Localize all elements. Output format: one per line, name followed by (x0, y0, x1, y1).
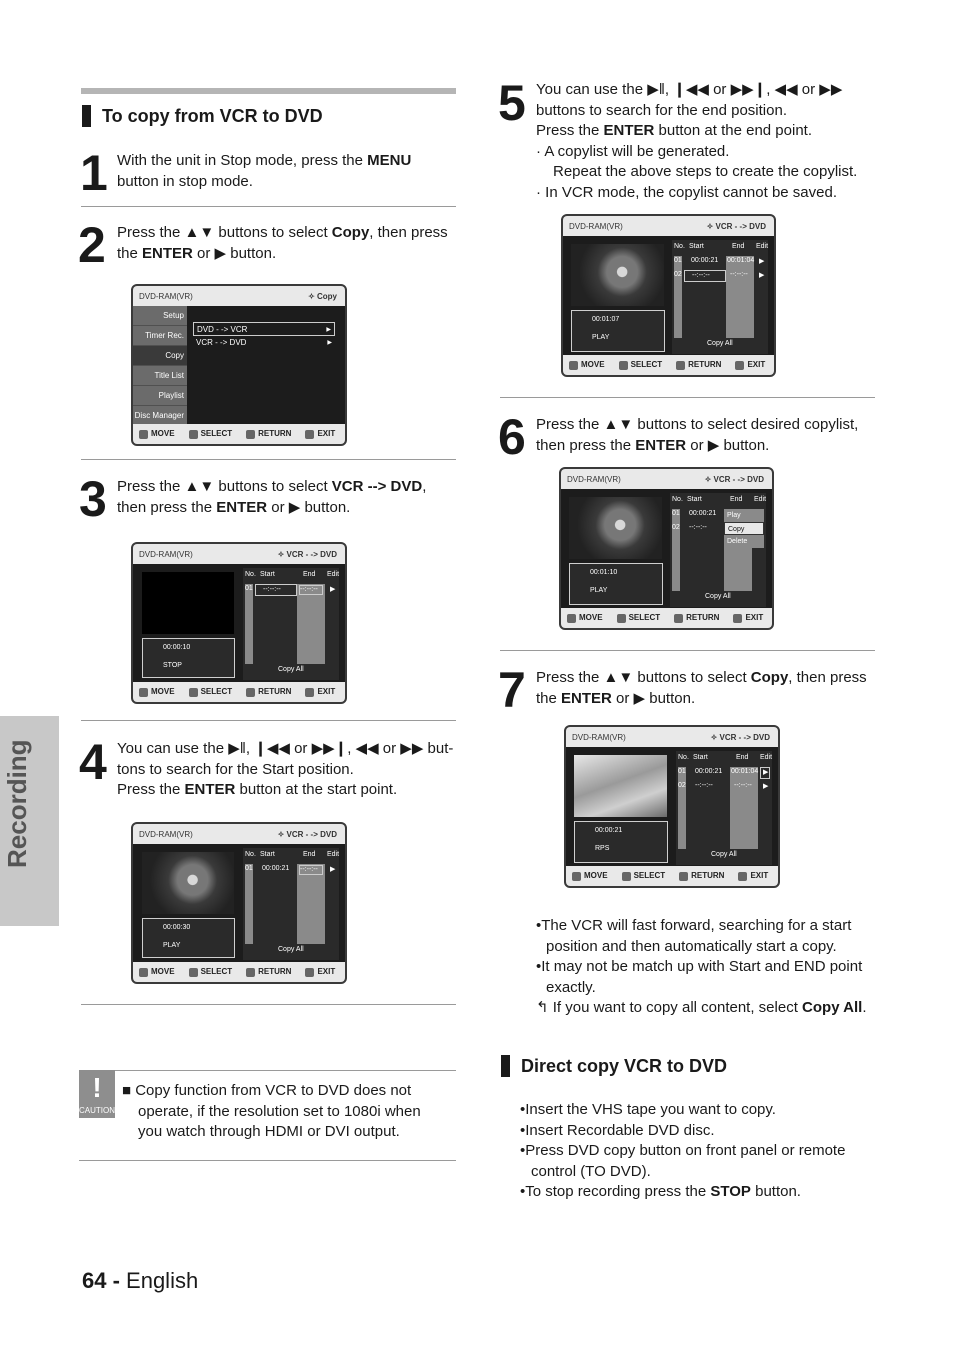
notes-list: •The VCR will fast forward, searching for a start position and then automatically start a copy. •It may not be match up with Start and END point exactly. ↰ If you want to copy all content, select Copy All. (536, 917, 867, 1016)
divider (500, 650, 875, 651)
divider (81, 720, 456, 721)
step2-text: Press the ▲▼ buttons to select Copy, then press the ENTER or ▶ button. (117, 224, 448, 262)
step3-text: Press the ▲▼ buttons to select VCR --> DVD, then press the ENTER or ▶ button. (117, 478, 427, 516)
step-number-3: 3 (79, 471, 104, 527)
step1-text: With the unit in Stop mode, press the MENU button in stop mode. (117, 152, 412, 190)
step-number-6: 6 (498, 409, 523, 465)
menu-playlist[interactable]: Playlist (133, 386, 187, 406)
submenu-vcr-to-dvd[interactable]: VCR - -> DVD ▶ (193, 336, 335, 350)
caution-text: ■ Copy function from VCR to DVD does not operate, if the resolution set to 1080i when you watch through HDMI or DVI output. (122, 1082, 421, 1140)
side-tab: Recording (0, 716, 59, 926)
option-delete[interactable]: Delete (724, 535, 764, 548)
step6-text: Press the ▲▼ buttons to select desired copylist, then press the ENTER or ▶ button. (536, 416, 859, 454)
step-number-7: 7 (498, 662, 523, 718)
top-rule (81, 88, 456, 94)
screen-vcr-dvd-start: DVD-RAM(VR) ✧ VCR - -> DVD 00:00:30 PLAY No. Start End Edit 01 00:00:21 --:--:-- ▶ Copy All MOVE SELECT RETURN EXIT (131, 822, 347, 984)
screen-copy-rps: DVD-RAM(VR) ✧ VCR - -> DVD 00:00:21 RPS No. Start End Edit 01 00:00:21 00:01:04 ▶ 02 --:--:-- --:--:-- ▶ Copy All MOVE SELECT RETURN EXIT (564, 725, 780, 888)
step-number-1: 1 (80, 145, 105, 201)
menu-setup[interactable]: Setup (133, 306, 187, 326)
screen-copylist-options: DVD-RAM(VR) ✧ VCR - -> DVD 00:01:10 PLAY No. Start End Edit 01 00:00:21 02 --:--:-- Play Copy Delete Copy All MOVE SELECT RETURN EXIT (559, 467, 774, 630)
divider (79, 1070, 456, 1071)
caution-icon: ! CAUTION (79, 1070, 115, 1118)
divider (81, 459, 456, 460)
step5-text: You can use the ▶‖, ❙◀◀ or ▶▶❙, ◀◀ or ▶▶ buttons to search for the end position. Press the ENTER button at the end point. · A copylist will be generated. Repeat the above steps to create the copylist. · In VCR mode, the copylist cannot be saved. (536, 81, 858, 201)
menu-disc-manager[interactable]: Disc Manager (133, 406, 187, 426)
step-number-2: 2 (78, 217, 103, 273)
menu-timer-rec[interactable]: Timer Rec. (133, 326, 187, 346)
submenu-dvd-to-vcr[interactable]: DVD - -> VCR ▶ (193, 322, 335, 336)
step4-text: You can use the ▶‖, ❙◀◀ or ▶▶❙, ◀◀ or ▶▶ but- tons to search for the Start position. Press the ENTER button at the start point. (117, 740, 454, 798)
menu-title-list[interactable]: Title List (133, 366, 187, 386)
section-title-vcr-to-dvd: To copy from VCR to DVD (82, 105, 323, 127)
screen-vcr-dvd-stop: DVD-RAM(VR) ✧ VCR - -> DVD 00:00:10 STOP No. Start End Edit 01 --:--:-- --:--:-- ▶ Copy All MOVE SELECT RETURN EXIT (131, 542, 347, 704)
section-title-direct-copy: Direct copy VCR to DVD (501, 1055, 727, 1077)
screen-copy-menu: DVD-RAM(VR) ✧ Copy Setup Timer Rec. Copy Title List Playlist Disc Manager DVD - -> VCR ▶ VCR - -> DVD ▶ MOVE SELECT RETURN EXIT (131, 284, 347, 446)
divider (81, 206, 456, 207)
page-footer: 64 - English (82, 1268, 199, 1293)
divider (79, 1160, 456, 1161)
screen-vcr-dvd-end: DVD-RAM(VR) ✧ VCR - -> DVD 00:01:07 PLAY No. Start End Edit 01 00:00:21 00:01:04 ▶ 02 --:--:-- --:--:-- ▶ Copy All MOVE SELECT RETURN EXIT (561, 214, 776, 377)
direct-copy-list: •Insert the VHS tape you want to copy. •Insert Recordable DVD disc. •Press DVD copy button on front panel or remote control (TO DVD). •To stop recording press the STOP button. (520, 1101, 846, 1200)
step-number-5: 5 (498, 75, 523, 131)
menu-copy[interactable]: Copy (133, 346, 187, 366)
divider (81, 1004, 456, 1005)
step7-text: Press the ▲▼ buttons to select Copy, then press the ENTER or ▶ button. (536, 669, 867, 707)
divider (500, 397, 875, 398)
option-copy[interactable]: Copy (724, 522, 764, 535)
option-play[interactable]: Play (724, 509, 764, 522)
step-number-4: 4 (79, 734, 104, 790)
